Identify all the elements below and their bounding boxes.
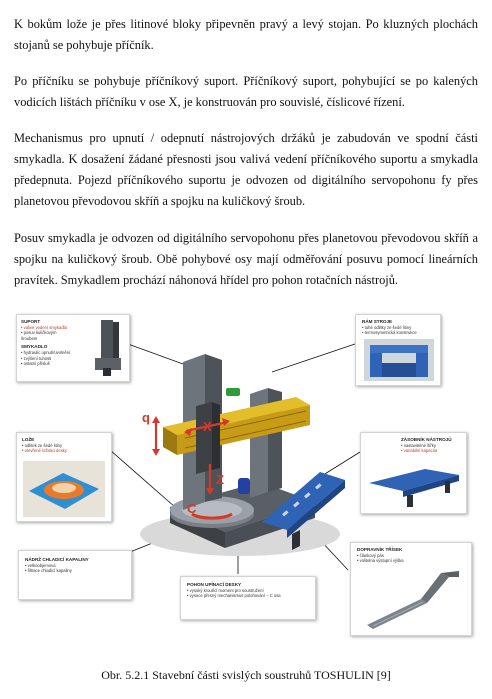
callout-loze-line-2: • otevřené ložisko desky [22, 448, 67, 454]
tool-magazine-photo [365, 461, 463, 509]
callout-chlazeni [18, 550, 132, 600]
callout-ram-title: RÁM STROJE [362, 319, 393, 324]
callout-dopravnik-title: DOPRAVNÍK TŘÍSEK [357, 547, 403, 552]
callout-dopravnik-line-1: • článkový pás [357, 553, 384, 558]
callout-zasobnik [360, 432, 467, 514]
callout-ram [355, 314, 441, 386]
callout-ram-line-1: • tuhé odlitky ze šedé litiny [362, 325, 412, 330]
callout-loze-line-1: • odlitek ze šedé litiny [22, 443, 63, 448]
paragraph-4: Posuv smykadla je odvozen od digitálního servopohonu přes planetovou převodovou skříň a spojku na kuličkový šroub. Obě pohybové osy mají odměřování posuvu pomocí lineárních pravítek. Smykadlem prochází náhonová hřídel pro pohon rotačních nástrojů. [14, 231, 478, 287]
callout-chlazeni-line-2: • filtrace chladicí kapaliny [25, 568, 72, 574]
axis-c-label: C [187, 501, 197, 516]
suport-photo [87, 318, 125, 378]
callout-dopravnik [350, 542, 472, 636]
callout-loze-title: LOŽE [22, 437, 35, 442]
callout-chlazeni-title: NÁDRŽ CHLADICÍ KAPALINY [25, 557, 89, 562]
callout-suport-line-2: • posuv kuličkovým [21, 330, 57, 336]
callout-chlazeni-line-1: • velkoobjemová [25, 563, 56, 568]
callout-smykadlo-title: SMYKADLO [21, 344, 48, 350]
callout-smykadlo-line-1: • hydraulic upnutí/uvolnění [21, 350, 71, 356]
callout-dopravnik-line-2: • volitelná výstupní výška [357, 558, 404, 564]
callout-ram-line-2: • termosymetrická konstrukce [362, 330, 417, 336]
callout-pohon-title: POHON UPÍNACÍ DESKY [187, 582, 242, 587]
callout-zasobnik-line-2: • variabilní kapacita [401, 448, 438, 454]
machine-figure [0, 302, 492, 652]
callout-loze [16, 432, 112, 522]
callout-pohon-line-2: • vysoce přesný mechanismus polohování – C osa [187, 593, 281, 599]
frame-photo [364, 339, 434, 381]
bed-photo [23, 461, 105, 517]
paragraph-1: K bokům lože je přes litinové bloky připevněn pravý a levý stojan. Po kluzných plochách stojanů se pohybuje příčník. [14, 17, 478, 52]
callout-zasobnik-title: ZÁSOBNÍK NÁSTROJŮ [401, 437, 452, 442]
callout-smykadlo-line-3: • ostatní přísluš [21, 361, 50, 367]
callout-suport [16, 314, 130, 382]
callout-suport-title: SUPORT [21, 319, 41, 324]
callout-smykadlo-line-2: • zvýšení tuhosti [21, 355, 52, 361]
axis-z-label: Z [216, 472, 224, 487]
chip-conveyor-photo [363, 569, 463, 631]
callout-pohon [180, 576, 316, 620]
callout-zasobnik-line-1: • nastavitelné šířky [401, 443, 436, 448]
callout-suport-line-1: • valivé vedení smykadla [21, 325, 67, 330]
axis-q-label: q [142, 410, 150, 425]
axis-x-label: X [203, 419, 212, 434]
callout-suport-line-3: šroubem [21, 335, 38, 341]
paragraph-2: Po příčníku se pohybuje příčníkový suport. Příčníkový suport, pohybující se po kalených vodicích lištách příčníku v ose X, je konstruován pro souvislé, číslicové řízení. [14, 74, 478, 109]
paragraph-3: Mechanismus pro upnutí / odepnutí nástrojových držáků je zabudován ve spodní části smykadla. K dosažení žádané přesnosti jsou valivá vedení příčníkového suportu a smykadla předepnuta. Pojezd příčníkového suportu je odvozen od digitálního servopohonu fy přes planetovou převodovou skříň a spojku na kuličkový šroub. [14, 131, 478, 208]
figure-caption: Obr. 5.2.1 Stavební části svislých soustruhů TOSHULIN [9] [101, 668, 391, 682]
callout-pohon-line-1: • vysoký kroutící moment pro soustružení [187, 588, 264, 593]
